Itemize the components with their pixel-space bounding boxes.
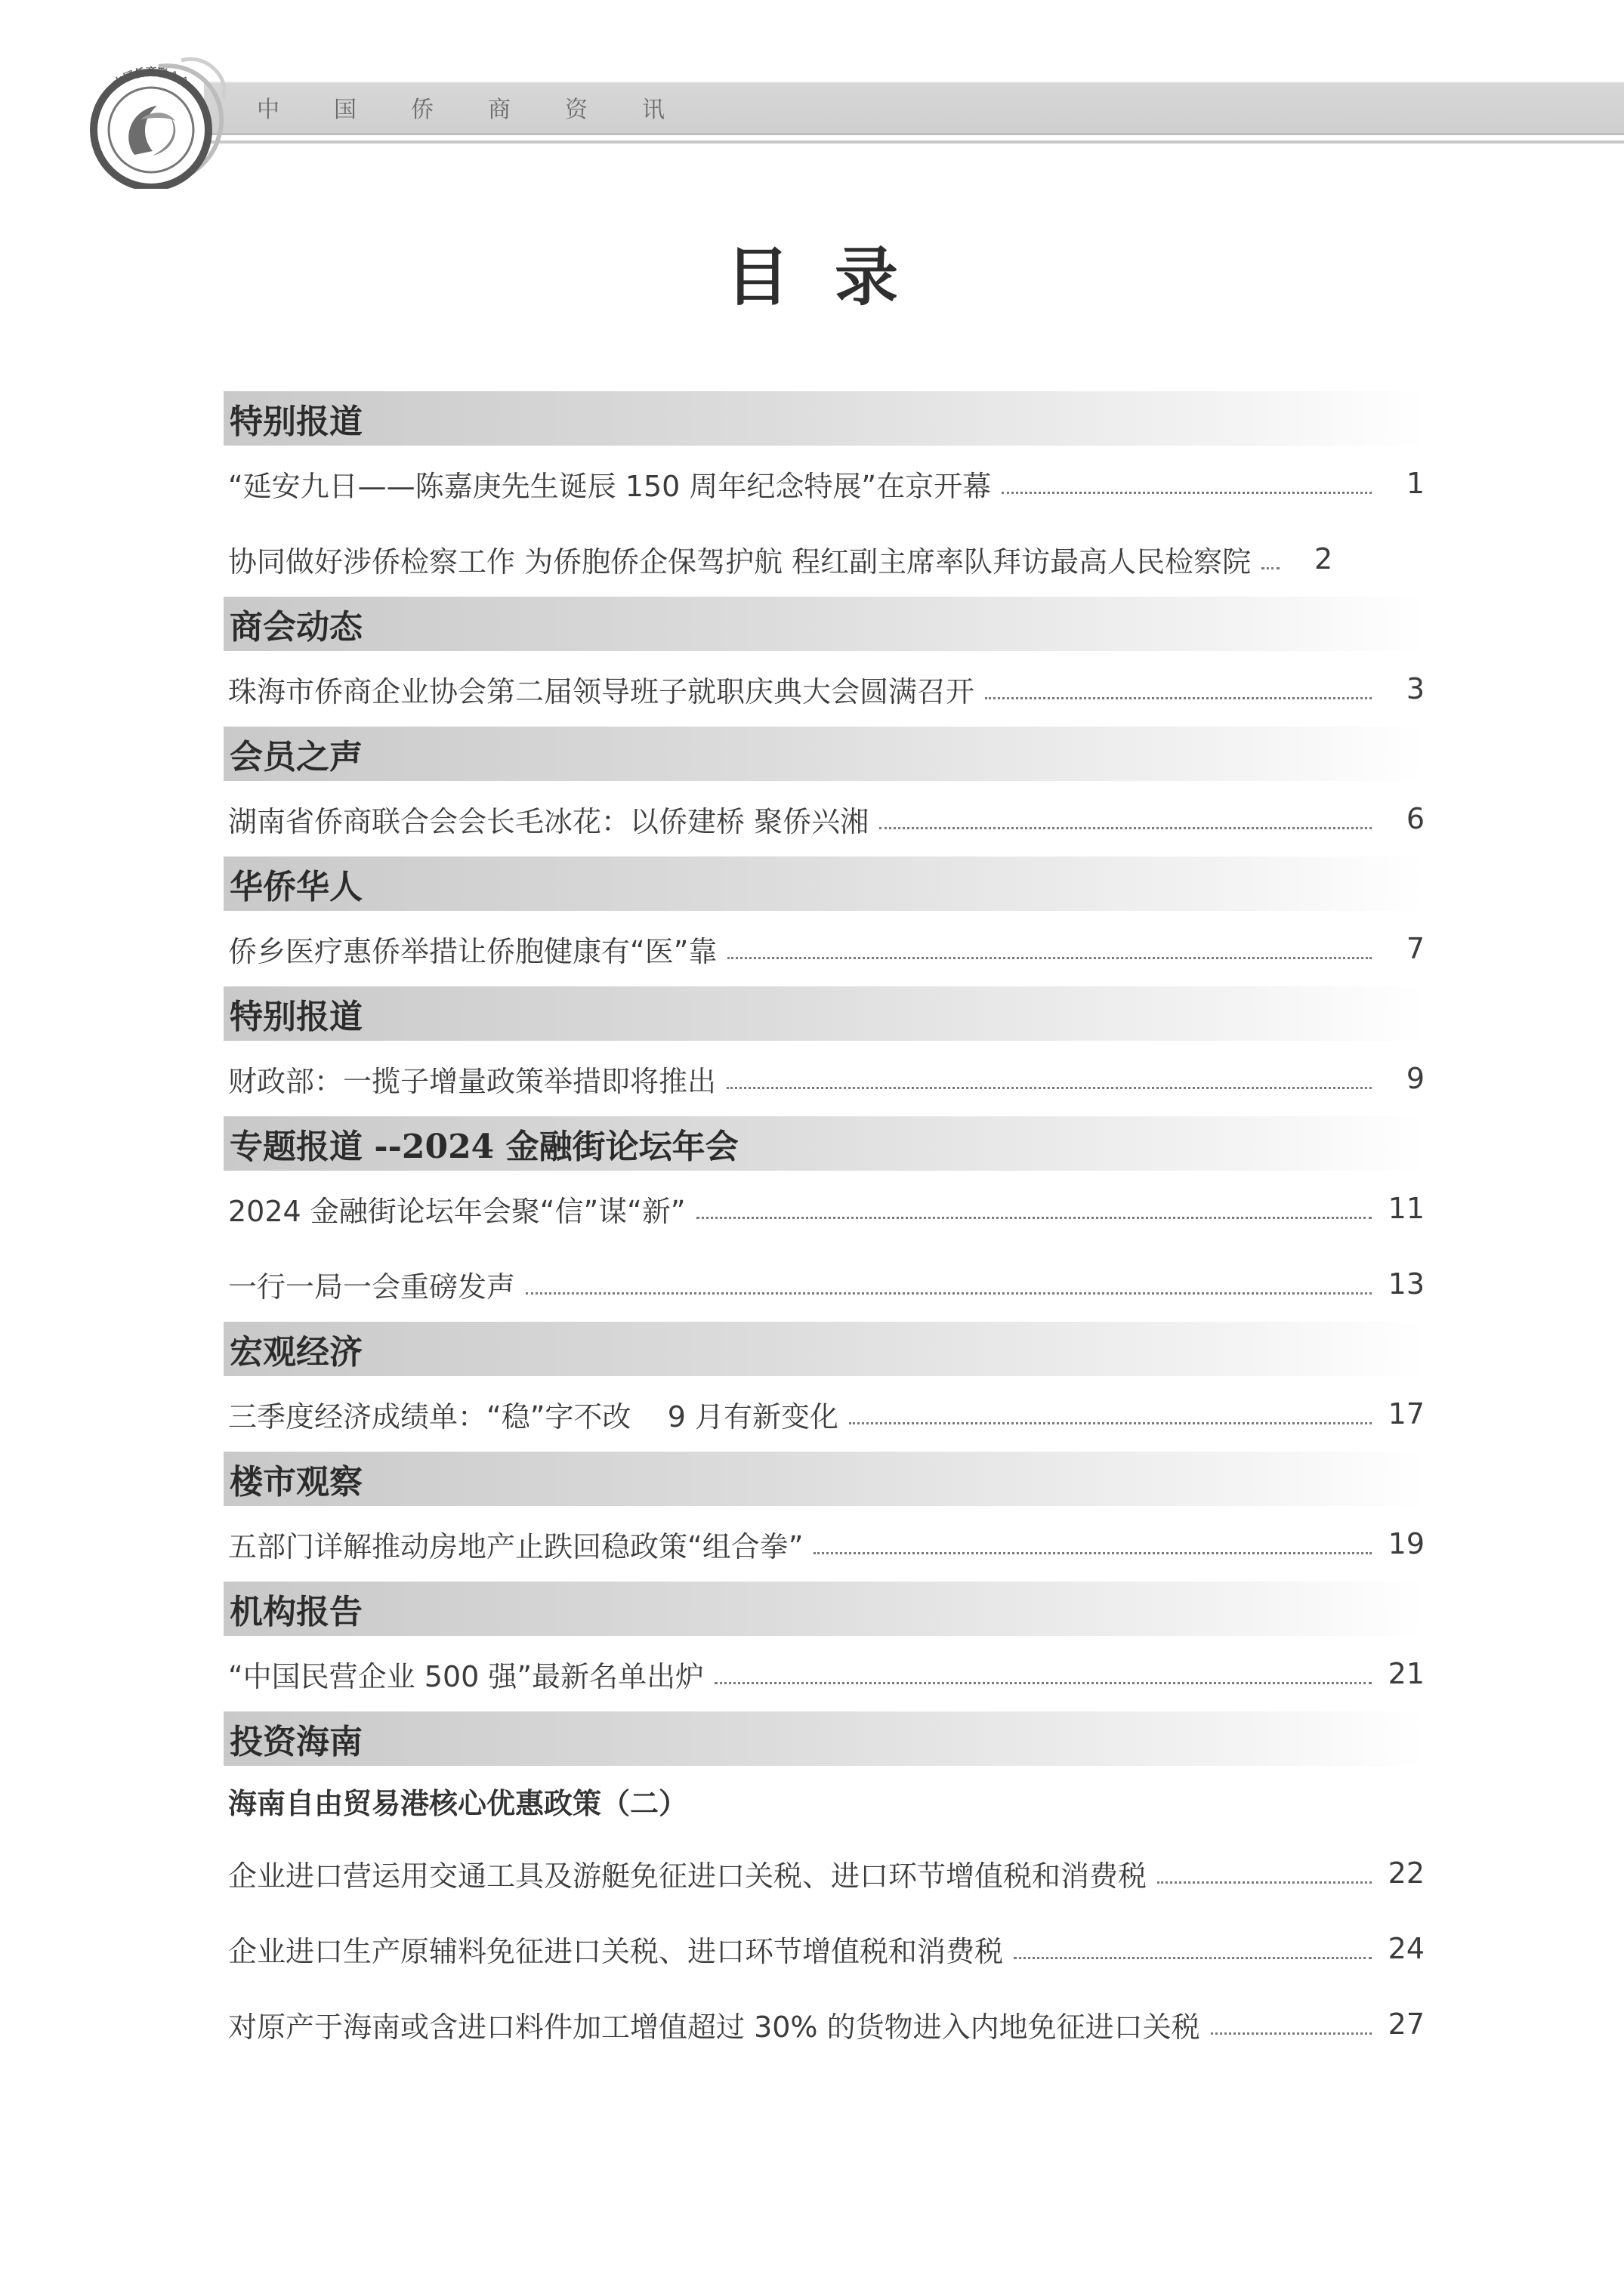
toc-entry-title: “延安九日——陈嘉庚先生诞辰 150 周年纪念特展”在京开幕: [228, 469, 992, 503]
dot-leader: [715, 1673, 1372, 1684]
dot-leader: [1014, 1948, 1372, 1959]
toc-entry-title: 企业进口营运用交通工具及游艇免征进口关税、进口环节增值税和消费税: [228, 1859, 1147, 1893]
toc-entry[interactable]: [224, 1835, 1425, 1911]
toc-entry-title: 协同做好涉侨检察工作 为侨胞侨企保驾护航 程红副主席率队拜访最高人民检察院: [228, 545, 1252, 579]
toc-entry-title: 五部门详解推动房地产止跌回稳政策“组合拳”: [228, 1529, 804, 1563]
toc-entry-title: 2024 金融街论坛年会聚“信”谋“新”: [228, 1194, 686, 1228]
toc-page-number: 22: [1388, 1856, 1425, 1890]
page-title: 目录: [725, 240, 943, 314]
section-title: 机构报告: [230, 1593, 363, 1631]
toc-entry-title: 对原产于海南或含进口料件加工增值超过 30% 的货物进入内地免征进口关税: [228, 2010, 1200, 2044]
toc-entry-title: 侨乡医疗惠侨举措让侨胞健康有“医”靠: [228, 934, 718, 968]
dot-leader: [696, 1208, 1372, 1219]
toc-page-number: 9: [1406, 1062, 1425, 1095]
dot-leader: [727, 948, 1372, 959]
section-title: 商会动态: [230, 608, 363, 647]
header-char: 资: [565, 97, 588, 123]
toc-entry[interactable]: [224, 1041, 1425, 1116]
toc-entry-title: 一行一局一会重磅发声: [228, 1270, 516, 1304]
section-title: 会员之声: [230, 738, 363, 776]
section-bar: [224, 1711, 1425, 1766]
header-underline: [204, 140, 1624, 144]
toc-entry[interactable]: [224, 446, 1425, 521]
dot-leader: [1211, 2023, 1372, 2035]
section-bar: [224, 1322, 1425, 1376]
section-bar: [224, 986, 1425, 1041]
logo-text: 中国侨商联合会: [111, 66, 191, 91]
toc-entry[interactable]: [224, 1986, 1425, 2062]
toc-entry[interactable]: [224, 1246, 1425, 1322]
header-char: 中: [257, 97, 279, 123]
section-title: 宏观经济: [230, 1333, 363, 1372]
section-bar: [224, 597, 1425, 651]
dot-leader: [1157, 1872, 1372, 1884]
dot-leader: [526, 1283, 1372, 1295]
section-title: 特别报道: [230, 403, 363, 441]
header-char: 侨: [411, 97, 434, 123]
toc-entry-title: 财政部：一揽子增量政策举措即将推出: [228, 1064, 717, 1098]
toc-page-number: 24: [1388, 1932, 1425, 1965]
toc-page-number: 19: [1388, 1527, 1425, 1560]
section-title: 华侨华人: [230, 868, 363, 906]
toc-page-number: 2: [1314, 542, 1333, 576]
logo-icon: [68, 45, 234, 189]
toc-page-number: 7: [1406, 932, 1425, 965]
toc-entry[interactable]: [224, 651, 1425, 727]
section-title: 特别报道: [230, 998, 363, 1036]
toc-entry[interactable]: [224, 1506, 1425, 1582]
section-bar: [224, 391, 1425, 446]
toc-page-number: 11: [1388, 1192, 1425, 1225]
toc-entry[interactable]: [224, 911, 1425, 986]
dot-leader: [1261, 558, 1280, 569]
toc-entry[interactable]: [224, 1376, 1425, 1452]
dot-leader: [727, 1078, 1372, 1089]
toc-entry-title: 湖南省侨商联合会会长毛冰花：以侨建桥 聚侨兴湘: [228, 804, 869, 838]
section-bar: [224, 856, 1425, 911]
section-bar: [224, 1452, 1425, 1506]
toc-entry-title: 三季度经济成绩单：“稳”字不改 9 月有新变化: [228, 1400, 838, 1434]
toc-entry[interactable]: [224, 1171, 1425, 1246]
table-of-contents: [224, 391, 1425, 2062]
section-bar: [224, 1116, 1425, 1171]
section-bar: [224, 1582, 1425, 1636]
toc-page-number: 1: [1406, 467, 1425, 500]
section-title: 专题报道 --2024 金融街论坛年会: [230, 1128, 739, 1166]
section-title: 投资海南: [230, 1723, 363, 1761]
dot-leader: [1002, 483, 1372, 494]
dot-leader: [814, 1543, 1372, 1554]
toc-page-number: 13: [1388, 1267, 1425, 1301]
header-char: 讯: [642, 97, 665, 123]
section-title: 楼市观察: [230, 1463, 363, 1501]
toc-entry-title: 企业进口生产原辅料免征进口关税、进口环节增值税和消费税: [228, 1934, 1004, 1968]
toc-entry[interactable]: [224, 781, 1425, 856]
toc-entry[interactable]: [224, 1911, 1425, 1986]
dot-leader: [879, 818, 1372, 829]
toc-page-number: 3: [1406, 672, 1425, 705]
toc-entry-title: 珠海市侨商企业协会第二届领导班子就职庆典大会圆满召开: [228, 674, 975, 708]
section-bar: [224, 727, 1425, 781]
toc-subheading-title: 海南自由贸易港核心优惠政策（二）: [228, 1786, 688, 1820]
header-title: [257, 91, 665, 128]
header-char: 国: [334, 97, 357, 123]
toc-entry[interactable]: [224, 521, 1425, 597]
toc-subheading: [224, 1766, 1425, 1835]
toc-page-number: 27: [1388, 2008, 1425, 2041]
dot-leader: [985, 688, 1372, 699]
toc-entry-title: “中国民营企业 500 强”最新名单出炉: [228, 1659, 705, 1693]
toc-page-number: 6: [1406, 802, 1425, 835]
toc-entry[interactable]: [224, 1636, 1425, 1711]
toc-page-number: 17: [1388, 1397, 1425, 1430]
dot-leader: [849, 1413, 1372, 1424]
header-char: 商: [488, 97, 511, 123]
toc-page-number: 21: [1388, 1657, 1425, 1690]
